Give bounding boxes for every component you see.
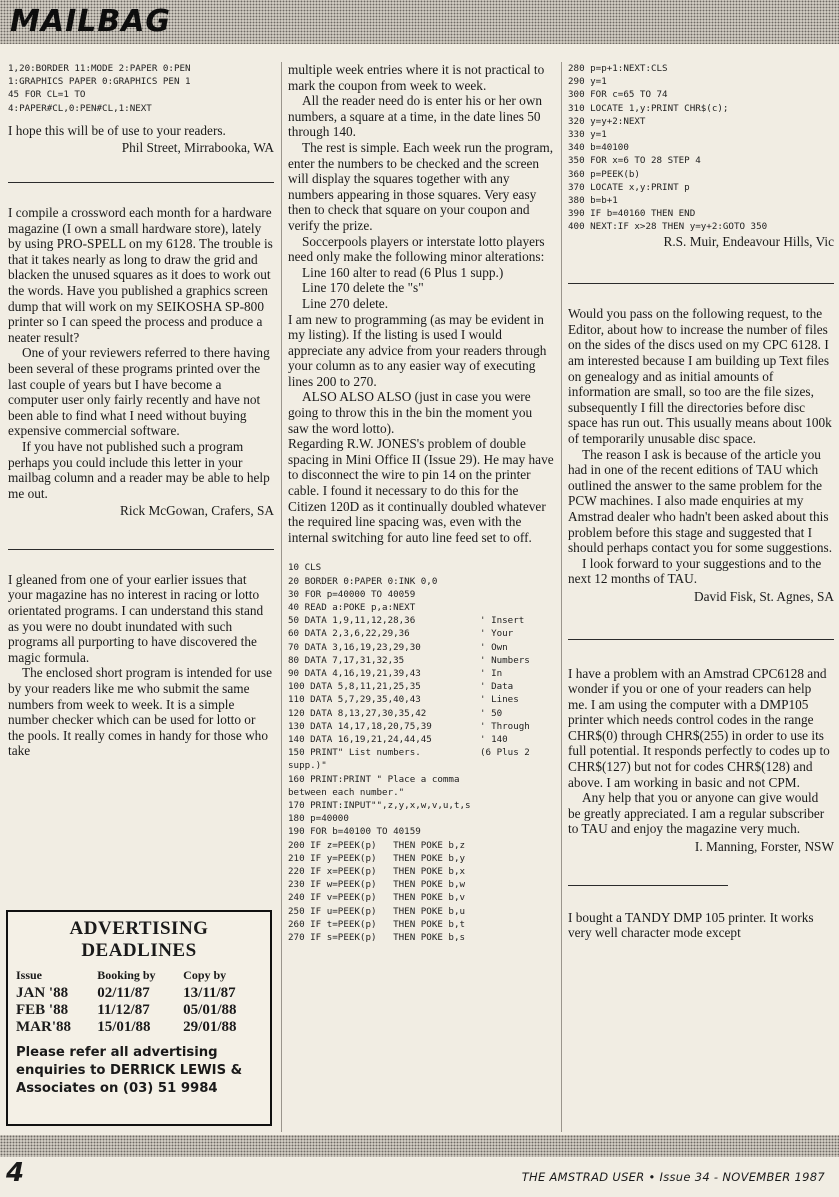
column-rule — [281, 62, 282, 1132]
alteration-line: Line 160 alter to read (6 Plus 1 supp.) — [302, 264, 504, 280]
letter-paragraph: I look forward to your suggestions and to the next 12 months of TAU. — [568, 555, 822, 587]
letter-tandy — [568, 910, 834, 941]
listing-comment: ' Numbers — [480, 654, 530, 666]
section-title: MAILBAG — [10, 4, 172, 39]
column-1 — [8, 62, 274, 759]
listing-code: 40 READ a:POKE p,a:NEXT — [288, 602, 416, 614]
listing-comment: ' 50 — [480, 707, 503, 719]
table-cell: 13/11/87 — [183, 985, 236, 1001]
ad-title: DEADLINES — [81, 940, 197, 961]
letter-paragraph: The reason I ask is because of the article you had in one of the recent editions of TAU which outlined the answer to the same problem for the PCW machines. I also made enquiries at my Amstrad dealer who hadn't been asked about this problem before this stage and suggested that I should perhaps contact you for some suggestions. — [568, 446, 833, 556]
listing-code: 130 DATA 14,17,18,20,75,39 — [288, 720, 432, 732]
listing-comment — [480, 561, 556, 574]
listing-code: 80 DATA 7,17,31,32,35 — [288, 654, 405, 666]
listing-code: 20 BORDER 0:PAPER 0:INK 0,0 — [288, 575, 438, 587]
listing-comment — [480, 588, 556, 601]
table-cell: FEB '88 — [16, 1002, 69, 1018]
listing-comment: ' Through — [480, 720, 530, 732]
listing-comment: ' Insert — [480, 615, 525, 627]
letter-lotto — [8, 572, 274, 759]
listing-code: 70 DATA 3,16,19,23,29,30 — [288, 641, 421, 653]
listing-comment: ' Data — [480, 681, 514, 693]
listing-comment: ' Your — [480, 628, 514, 640]
letter-manning — [568, 666, 834, 855]
table-row — [16, 1002, 262, 1019]
footer-band — [0, 1135, 839, 1157]
listing-code: 50 DATA 1,9,11,12,28,36 — [288, 615, 416, 627]
program-listing-continued: 280 p=p+1:NEXT:CLS 290 y=1 300 FOR c=65 TO 74 310 LOCATE 1,y:PRINT CHR$(c); 320 y=y+2:NEXT 330 y=1 340 b=40100 350 FOR x=6 TO 28 STEP 4 360 p=PEEK(b) 370 LOCATE x,y:PRINT p 380 b=b+1 390 IF b=40160 THEN END 400 NEXT:IF x>28 THEN y=y+2:GOTO 350 — [568, 63, 768, 233]
column-header: Issue — [16, 968, 43, 982]
listing-code: 140 DATA 16,19,21,24,44,45 — [288, 734, 432, 746]
letter-signature: R.S. Muir, Endeavour Hills, Vic — [663, 233, 834, 249]
letter-paragraph: multiple week entries where it is not practical to mark the coupon from week to week. — [288, 62, 545, 93]
listing-code: 120 DATA 8,13,27,30,35,42 — [288, 707, 427, 719]
table-cell: 11/12/87 — [97, 1002, 150, 1018]
letter-paragraph: I bought a TANDY DMP 105 printer. It works very well character mode except — [568, 909, 814, 941]
letter-divider — [568, 639, 834, 640]
letter-paragraph: One of your reviewers referred to there having been several of these programs printed over the last couple of years but I have become a computer user only fairly recently and have not been able to find what I need without buying expensive commercial software. — [8, 345, 270, 439]
advertising-deadlines-box — [6, 910, 272, 1126]
letter-divider — [568, 885, 728, 886]
alteration-line: Line 170 delete the "s" — [302, 280, 424, 296]
letter-paragraph: I have a problem with an Amstrad CPC6128 and wonder if you or one of your readers can help me. I am using the computer with a DMP105 printer which needs control codes in the range CHR$(0) through CHR$(255) in order to use its full potential. It responds perfectly to codes up to CHR$(127) but not for codes CHR$(128) and above. I am working in basic and not CPM. — [568, 665, 830, 790]
letter-signature: Rick McGowan, Crafers, SA — [120, 503, 274, 519]
listing-tail: supp.)" 160 PRINT:PRINT " Place a comma between each number." 170 PRINT:INPUT"",z,y,x,w,v,u,t,s 180 p=40000 190 FOR b=40100 TO 40159 200 IF z=PEEK(p) THEN POKE b,z 210 IF y=PEEK(p) THEN POKE b,y 220 IF x=PEEK(p) THEN POKE b,x 230 IF w=PEEK(p) THEN POKE b,w 240 IF v=PEEK(p) THEN POKE b,v 250 IF u=PEEK(p) THEN POKE b,u 260 IF t=PEEK(p) THEN POKE b,t 270 IF s=PEEK(p) THEN POKE b,s — [288, 760, 471, 944]
column-3 — [568, 62, 834, 941]
letter-signature: Phil Street, Mirrabooka, WA — [121, 140, 274, 156]
table-cell: 29/01/88 — [183, 1019, 237, 1035]
letter-lotto-continued — [288, 62, 556, 545]
letter-paragraph: The rest is simple. Each week run the program, enter the numbers to be checked and the screen will display the squares together with any numbers appearing in those squares. Very easy then to check that square on your coupon and verify the prize. — [288, 139, 554, 233]
code-fragment: 1,20:BORDER 11:MODE 2:PAPER 0:PEN 1:GRAPHICS PAPER 0:GRAPHICS PEN 1 45 FOR CL=1 TO 4:PAPER#CL,0:PEN#CL,1:NEXT — [8, 63, 191, 114]
letter-paragraph: All the reader need do is enter his or her own numbers, a square at a time, in the date lines 50 through 140. — [288, 93, 542, 140]
listing-comment: ' Lines — [480, 694, 519, 706]
letter-divider — [568, 283, 834, 284]
letter-paragraph: I hope this will be of use to your readers. — [8, 122, 226, 138]
listing-code: 150 PRINT" List numbers. — [288, 747, 421, 759]
listing-comment — [480, 575, 556, 588]
listing-code: 110 DATA 5,7,29,35,40,43 — [288, 694, 421, 706]
listing-comment — [480, 601, 556, 614]
listing-code: 100 DATA 5,8,11,21,25,35 — [288, 681, 421, 693]
listing-code: 30 FOR p=40000 TO 40059 — [288, 588, 416, 600]
letter-paragraph: ALSO ALSO ALSO (just in case you were going to throw this in the bin the moment you saw the word lotto). — [288, 389, 533, 436]
letter-paragraph: Regarding R.W. JONES's problem of double spacing in Mini Office II (Issue 29). He may have to disconnect the wire to pin 14 on the printer cable. I found it necessary to do this for the Citizen 120D as it continually doubled whatever the required line spacing was, even with the internal switching for auto line feed set to off. — [288, 436, 554, 545]
deadlines-table — [16, 968, 262, 1036]
letter-divider — [8, 549, 274, 550]
listing-code: 60 DATA 2,3,6,22,29,36 — [288, 628, 410, 640]
column-rule — [561, 62, 562, 1132]
alteration-line: Line 270 delete. — [302, 295, 389, 311]
letter-street — [8, 123, 274, 156]
listing-comment: (6 Plus 2 — [480, 747, 530, 759]
letter-paragraph: The enclosed short program is intended for use by your readers like me who submit the same numbers from week to week. It is a simple number checker which can be used for lotto or the pools. It really comes in handy for those who take — [8, 665, 272, 759]
letter-paragraph: If you have not published such a program perhaps you could include this letter in your mailbag column and a reader may be able to help me out. — [8, 438, 270, 501]
listing-code: 90 DATA 4,16,19,21,39,43 — [288, 668, 421, 680]
letter-paragraph: Any help that you or anyone can give would be greatly appreciated. I am a regular subscriber to TAU and enjoy the magazine very much. — [568, 790, 825, 837]
page-footer: THE AMSTRAD USER • Issue 34 - NOVEMBER 1987 — [521, 1170, 825, 1184]
table-cell: 05/01/88 — [183, 1002, 237, 1018]
letter-paragraph: Soccerpools players or interstate lotto players need only make the following minor alterations: — [288, 233, 545, 265]
listing-comment: ' Own — [480, 641, 508, 653]
letter-mcgowan — [8, 205, 274, 519]
ad-title: ADVERTISING — [69, 918, 209, 939]
letter-paragraph: I compile a crossword each month for a hardware magazine (I own a small hardware store), lately by using PRO-SPELL on my 6128. The trouble is that it takes nearly as long to draw the grid and blacken the unused squares as it does to work out the words. Have you published a graphics screen dump that will work on my SEIKOSHA SP-800 printer so I can speed the process and produce a neater result? — [8, 205, 273, 345]
letter-paragraph: Would you pass on the following request, to the Editor, about how to increase the number of files on the sides of the discs used on my CPC 6128. I am interested because I am building up Text files on genealogy and as initial amounts of information are small, so too are the file sizes, subsequently I fill the directories before disc space has run out. This usually means about 100k of temporarily unusable disc space. — [568, 306, 832, 446]
ad-contact-note: Please refer all advertising enquiries to DERRICK LEWIS & Associates on (03) 51 9984 — [16, 1045, 243, 1096]
column-header: Copy by — [183, 968, 227, 982]
program-listing — [288, 561, 556, 944]
letter-signature: I. Manning, Forster, NSW — [694, 839, 834, 855]
column-header: Booking by — [97, 968, 156, 982]
listing-comment: ' 140 — [480, 734, 508, 746]
listing-comment: ' In — [480, 668, 503, 680]
table-cell: 15/01/88 — [97, 1019, 151, 1035]
page-number: 4 — [6, 1158, 25, 1188]
table-row — [16, 1019, 262, 1036]
letter-fisk — [568, 306, 834, 604]
listing-code: 10 CLS — [288, 562, 322, 574]
table-cell: MAR'88 — [16, 1019, 71, 1035]
letter-signature: David Fisk, St. Agnes, SA — [693, 588, 834, 604]
table-cell: JAN '88 — [16, 985, 69, 1001]
letter-paragraph: I am new to programming (as may be evident in my listing). If the listing is used I would appreciate any advice from your readers through your column as to any easier way of executing lines 200 to 270. — [288, 311, 547, 389]
table-cell: 02/11/87 — [97, 985, 150, 1001]
table-row — [16, 985, 262, 1002]
letter-divider — [8, 182, 274, 183]
column-2 — [288, 62, 556, 944]
table-header-row — [16, 968, 262, 985]
letter-paragraph: I gleaned from one of your earlier issues that your magazine has no interest in racing or lotto orientated programs. I can understand this stand as you were no doubt inundated with such programs all purporting to have discovered the magic formula. — [8, 571, 264, 665]
